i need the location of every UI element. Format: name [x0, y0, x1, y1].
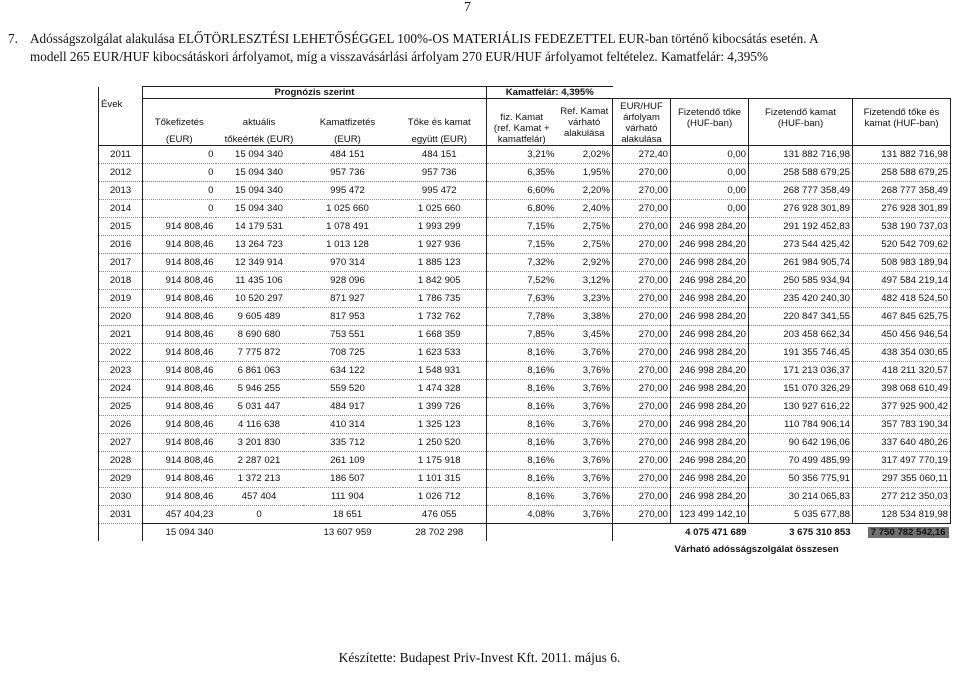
cell-total-eur: 957 736 — [393, 164, 487, 182]
cell-ref-rate: 2,20% — [557, 182, 613, 200]
cell-ref-rate: 3,76% — [557, 398, 613, 416]
cell-paid-rate: 7,15% — [487, 218, 557, 236]
cell-paid-rate: 3,21% — [487, 146, 557, 164]
cell-fx-rate: 270,00 — [613, 434, 671, 452]
cell-principal-huf: 246 998 284,20 — [671, 236, 749, 254]
cell-interest-huf: 131 882 716,98 — [749, 146, 853, 164]
cell-principal-huf: 246 998 284,20 — [671, 488, 749, 506]
cell-interest-huf: 291 192 452,83 — [749, 218, 853, 236]
cell-total-huf: 497 584 219,14 — [853, 272, 951, 290]
cell-ref-rate: 3,38% — [557, 308, 613, 326]
total-interest-huf: 3 675 310 853 — [749, 524, 853, 542]
paid-rate-header: fiz. Kamat (ref. Kamat + kamatfelár) — [487, 99, 557, 146]
cell-total-eur: 1 399 726 — [393, 398, 487, 416]
cell-interest: 928 096 — [303, 272, 393, 290]
cell-interest: 634 122 — [303, 362, 393, 380]
cell-interest-huf: 203 458 662,34 — [749, 326, 853, 344]
cell-interest-huf: 191 355 746,45 — [749, 344, 853, 362]
cell-principal-huf: 246 998 284,20 — [671, 218, 749, 236]
cell-total-huf: 128 534 819,98 — [853, 506, 951, 524]
cell-total-eur: 1 325 123 — [393, 416, 487, 434]
cell-interest-huf: 261 984 905,74 — [749, 254, 853, 272]
table-row — [99, 272, 951, 290]
cell-interest: 753 551 — [303, 326, 393, 344]
cell-principal-huf: 0,00 — [671, 146, 749, 164]
cell-ref-rate: 3,76% — [557, 416, 613, 434]
cell-principal: 914 808,46 — [143, 236, 216, 254]
cell-total-huf: 268 777 358,49 — [853, 182, 951, 200]
total-interest: 13 607 959 — [303, 524, 393, 542]
cell-principal-huf: 0,00 — [671, 200, 749, 218]
empty-cell — [613, 524, 671, 542]
cell-paid-rate: 7,85% — [487, 326, 557, 344]
table-row — [99, 236, 951, 254]
row-year: 2014 — [99, 200, 143, 218]
cell-interest-huf: 276 928 301,89 — [749, 200, 853, 218]
cell-current-principal: 5 031 447 — [216, 398, 303, 416]
spread-value: 4,395% — [561, 87, 594, 98]
cell-fx-rate: 270,00 — [613, 200, 671, 218]
cell-paid-rate: 8,16% — [487, 434, 557, 452]
row-year: 2019 — [99, 290, 143, 308]
table-row — [99, 164, 951, 182]
cell-principal-huf: 246 998 284,20 — [671, 344, 749, 362]
cell-ref-rate: 3,76% — [557, 344, 613, 362]
cell-interest: 995 472 — [303, 182, 393, 200]
cell-interest-huf: 5 035 677,88 — [749, 506, 853, 524]
row-year: 2011 — [99, 146, 143, 164]
spread-label: Kamatfelár: — [505, 87, 559, 98]
table-row — [99, 380, 951, 398]
total-principal: 15 094 340 — [143, 524, 216, 542]
cell-paid-rate: 7,32% — [487, 254, 557, 272]
cell-current-principal: 1 372 213 — [216, 470, 303, 488]
cell-principal: 0 — [143, 200, 216, 218]
cell-total-eur: 1 885 123 — [393, 254, 487, 272]
cell-current-principal: 457 404 — [216, 488, 303, 506]
table-row — [99, 200, 951, 218]
cell-total-huf: 398 068 610,49 — [853, 380, 951, 398]
cell-current-principal: 15 094 340 — [216, 200, 303, 218]
cell-principal: 914 808,46 — [143, 380, 216, 398]
cell-paid-rate: 8,16% — [487, 344, 557, 362]
cell-principal-huf: 246 998 284,20 — [671, 470, 749, 488]
row-year: 2015 — [99, 218, 143, 236]
cell-interest-huf: 130 927 616,22 — [749, 398, 853, 416]
intro-line-2: modell 265 EUR/HUF kibocsátáskori árfolyamot, míg a visszavásárlási árfolyam 270 EUR/HUF árfolyamot feltételez. Kamatfelár: 4,395% — [30, 49, 768, 64]
cell-interest: 817 953 — [303, 308, 393, 326]
cell-total-huf: 450 456 946,54 — [853, 326, 951, 344]
cell-ref-rate: 1,95% — [557, 164, 613, 182]
table-row — [99, 416, 951, 434]
cell-fx-rate: 270,00 — [613, 506, 671, 524]
cell-total-huf: 277 212 350,03 — [853, 488, 951, 506]
cell-current-principal: 5 946 255 — [216, 380, 303, 398]
cell-total-huf: 317 497 770,19 — [853, 452, 951, 470]
years-header: Évek — [99, 99, 143, 146]
cell-interest: 1 025 660 — [303, 200, 393, 218]
cell-principal: 914 808,46 — [143, 326, 216, 344]
cell-paid-rate: 6,35% — [487, 164, 557, 182]
cell-total-huf: 418 211 320,57 — [853, 362, 951, 380]
cell-interest-huf: 30 214 065,83 — [749, 488, 853, 506]
cell-interest-huf: 235 420 240,30 — [749, 290, 853, 308]
cell-ref-rate: 3,12% — [557, 272, 613, 290]
cell-principal-huf: 246 998 284,20 — [671, 326, 749, 344]
cell-principal-huf: 246 998 284,20 — [671, 416, 749, 434]
cell-ref-rate: 2,75% — [557, 236, 613, 254]
cell-current-principal: 3 201 830 — [216, 434, 303, 452]
empty-cell — [557, 524, 613, 542]
cell-total-eur: 1 250 520 — [393, 434, 487, 452]
cell-paid-rate: 6,60% — [487, 182, 557, 200]
cell-principal: 914 808,46 — [143, 272, 216, 290]
current-principal-header: aktuális tőkeérték (EUR) — [216, 99, 303, 146]
cell-principal-huf: 246 998 284,20 — [671, 362, 749, 380]
cell-total-eur: 1 101 315 — [393, 470, 487, 488]
cell-fx-rate: 270,00 — [613, 380, 671, 398]
cell-current-principal: 8 690 680 — [216, 326, 303, 344]
cell-interest: 111 904 — [303, 488, 393, 506]
row-year: 2031 — [99, 506, 143, 524]
cell-ref-rate: 3,76% — [557, 362, 613, 380]
table-row — [99, 290, 951, 308]
cell-fx-rate: 270,00 — [613, 254, 671, 272]
cell-interest-huf: 258 588 679,25 — [749, 164, 853, 182]
cell-paid-rate: 7,78% — [487, 308, 557, 326]
cell-total-huf: 357 783 190,34 — [853, 416, 951, 434]
cell-total-huf: 131 882 716,98 — [853, 146, 951, 164]
cell-current-principal: 15 094 340 — [216, 164, 303, 182]
cell-paid-rate: 8,16% — [487, 398, 557, 416]
forecast-header: Prognózis szerint — [143, 87, 487, 99]
cell-principal: 914 808,46 — [143, 344, 216, 362]
footer-credit: Készítette: Budapest Priv-Invest Kft. 2011. május 6. — [338, 650, 621, 665]
cell-total-huf: 258 588 679,25 — [853, 164, 951, 182]
cell-interest-huf: 151 070 326,29 — [749, 380, 853, 398]
row-year: 2029 — [99, 470, 143, 488]
cell-principal-huf: 123 499 142,10 — [671, 506, 749, 524]
cell-current-principal: 6 861 063 — [216, 362, 303, 380]
cell-principal-huf: 246 998 284,20 — [671, 254, 749, 272]
cell-ref-rate: 3,45% — [557, 326, 613, 344]
cell-fx-rate: 270,00 — [613, 470, 671, 488]
table-row — [99, 398, 951, 416]
cell-fx-rate: 270,00 — [613, 236, 671, 254]
totals-row — [99, 524, 951, 542]
cell-fx-rate: 270,00 — [613, 362, 671, 380]
cell-current-principal: 4 116 638 — [216, 416, 303, 434]
cell-interest-huf: 273 544 425,42 — [749, 236, 853, 254]
total-eur-header: Tőke és kamat együtt (EUR) — [393, 99, 487, 146]
cell-interest: 871 927 — [303, 290, 393, 308]
cell-ref-rate: 2,40% — [557, 200, 613, 218]
empty-cell — [99, 524, 143, 542]
total-huf-header: Fizetendő tőke és kamat (HUF-ban) — [853, 99, 951, 146]
table-row — [99, 146, 951, 164]
cell-principal: 457 404,23 — [143, 506, 216, 524]
empty-cell — [216, 541, 303, 558]
cell-interest: 1 013 128 — [303, 236, 393, 254]
cell-total-eur: 1 175 918 — [393, 452, 487, 470]
cell-principal-huf: 0,00 — [671, 182, 749, 200]
row-year: 2017 — [99, 254, 143, 272]
cell-interest: 18 651 — [303, 506, 393, 524]
cell-principal: 914 808,46 — [143, 308, 216, 326]
cell-paid-rate: 8,16% — [487, 416, 557, 434]
cell-interest: 1 078 491 — [303, 218, 393, 236]
cell-paid-rate: 7,15% — [487, 236, 557, 254]
cell-interest-huf: 50 356 775,91 — [749, 470, 853, 488]
cell-paid-rate: 6,80% — [487, 200, 557, 218]
empty-cell — [303, 541, 393, 558]
cell-fx-rate: 270,00 — [613, 416, 671, 434]
total-huf — [853, 524, 951, 542]
table-row — [99, 326, 951, 344]
cell-current-principal: 7 775 872 — [216, 344, 303, 362]
cell-interest: 410 314 — [303, 416, 393, 434]
principal-huf-header: Fizetendő tőke (HUF-ban) — [671, 99, 749, 146]
row-year: 2018 — [99, 272, 143, 290]
cell-total-eur: 1 025 660 — [393, 200, 487, 218]
cell-total-eur: 1 993 299 — [393, 218, 487, 236]
cell-principal: 914 808,46 — [143, 254, 216, 272]
cell-total-huf: 438 354 030,65 — [853, 344, 951, 362]
cell-total-huf: 508 983 189,94 — [853, 254, 951, 272]
cell-interest-huf: 250 585 934,94 — [749, 272, 853, 290]
cell-principal: 914 808,46 — [143, 470, 216, 488]
row-year: 2023 — [99, 362, 143, 380]
cell-ref-rate: 3,76% — [557, 470, 613, 488]
cell-fx-rate: 270,00 — [613, 272, 671, 290]
table-row — [99, 452, 951, 470]
table-row — [99, 308, 951, 326]
cell-ref-rate: 3,76% — [557, 380, 613, 398]
cell-interest-huf: 110 784 906,14 — [749, 416, 853, 434]
cell-principal: 0 — [143, 182, 216, 200]
cell-interest: 484 151 — [303, 146, 393, 164]
table-row — [99, 218, 951, 236]
cell-current-principal: 10 520 297 — [216, 290, 303, 308]
principal-header: Tőkefizetés (EUR) — [143, 99, 216, 146]
cell-paid-rate: 4,08% — [487, 506, 557, 524]
cell-fx-rate: 270,00 — [613, 308, 671, 326]
cell-fx-rate: 270,00 — [613, 182, 671, 200]
cell-interest: 559 520 — [303, 380, 393, 398]
cell-paid-rate: 7,52% — [487, 272, 557, 290]
row-year: 2025 — [99, 398, 143, 416]
cell-principal: 0 — [143, 146, 216, 164]
total-huf-highlight: 7 750 782 542,16 — [868, 527, 949, 538]
cell-total-eur: 476 055 — [393, 506, 487, 524]
section-number: 7. — [8, 31, 18, 46]
cell-ref-rate: 2,92% — [557, 254, 613, 272]
cell-ref-rate: 3,76% — [557, 488, 613, 506]
cell-total-huf: 276 928 301,89 — [853, 200, 951, 218]
cell-total-eur: 484 151 — [393, 146, 487, 164]
cell-ref-rate: 3,76% — [557, 434, 613, 452]
cell-interest-huf: 220 847 341,55 — [749, 308, 853, 326]
cell-interest: 484 917 — [303, 398, 393, 416]
empty-cell — [143, 541, 216, 558]
cell-current-principal: 14 179 531 — [216, 218, 303, 236]
table-row — [99, 434, 951, 452]
row-year: 2022 — [99, 344, 143, 362]
cell-interest: 970 314 — [303, 254, 393, 272]
cell-ref-rate: 2,75% — [557, 218, 613, 236]
cell-current-principal: 15 094 340 — [216, 146, 303, 164]
cell-current-principal: 15 094 340 — [216, 182, 303, 200]
cell-total-eur: 1 786 735 — [393, 290, 487, 308]
cell-interest: 261 109 — [303, 452, 393, 470]
cell-ref-rate: 3,76% — [557, 506, 613, 524]
cell-paid-rate: 8,16% — [487, 362, 557, 380]
totals-label-row — [99, 541, 951, 558]
cell-total-eur: 1 548 931 — [393, 362, 487, 380]
row-year: 2012 — [99, 164, 143, 182]
cell-total-huf: 297 355 060,11 — [853, 470, 951, 488]
table-row — [99, 506, 951, 524]
cell-principal: 914 808,46 — [143, 488, 216, 506]
table-row — [99, 182, 951, 200]
cell-total-huf: 482 418 524,50 — [853, 290, 951, 308]
empty-cell — [99, 541, 143, 558]
cell-fx-rate: 270,00 — [613, 326, 671, 344]
spread-header — [487, 87, 613, 99]
cell-fx-rate: 270,00 — [613, 290, 671, 308]
cell-paid-rate: 8,16% — [487, 380, 557, 398]
cell-principal: 914 808,46 — [143, 362, 216, 380]
cell-principal: 914 808,46 — [143, 416, 216, 434]
interest-huf-header: Fizetendő kamat (HUF-ban) — [749, 99, 853, 146]
cell-paid-rate: 7,63% — [487, 290, 557, 308]
table-row — [99, 470, 951, 488]
empty-cell — [613, 541, 671, 558]
total-eur: 28 702 298 — [393, 524, 487, 542]
cell-fx-rate: 270,00 — [613, 398, 671, 416]
row-year: 2028 — [99, 452, 143, 470]
cell-principal-huf: 246 998 284,20 — [671, 434, 749, 452]
cell-total-huf: 467 845 625,75 — [853, 308, 951, 326]
row-year: 2020 — [99, 308, 143, 326]
cell-ref-rate: 3,76% — [557, 452, 613, 470]
totals-label: Várható adósságszolgálat összesen — [674, 544, 839, 555]
debt-service-table — [98, 86, 951, 558]
cell-principal-huf: 246 998 284,20 — [671, 290, 749, 308]
cell-paid-rate: 8,16% — [487, 470, 557, 488]
cell-principal-huf: 0,00 — [671, 164, 749, 182]
cell-principal: 914 808,46 — [143, 398, 216, 416]
empty-cell — [487, 541, 557, 558]
cell-total-eur: 1 842 905 — [393, 272, 487, 290]
cell-paid-rate: 8,16% — [487, 488, 557, 506]
cell-ref-rate: 3,23% — [557, 290, 613, 308]
cell-total-eur: 1 474 328 — [393, 380, 487, 398]
cell-total-huf: 520 542 709,62 — [853, 236, 951, 254]
cell-principal-huf: 246 998 284,20 — [671, 272, 749, 290]
empty-cell — [487, 524, 557, 542]
empty-cell — [216, 524, 303, 542]
cell-principal-huf: 246 998 284,20 — [671, 380, 749, 398]
cell-total-eur: 1 623 533 — [393, 344, 487, 362]
cell-fx-rate: 270,00 — [613, 452, 671, 470]
cell-total-huf: 538 190 737,03 — [853, 218, 951, 236]
cell-total-eur: 995 472 — [393, 182, 487, 200]
page-number: 7 — [464, 0, 471, 15]
table-row — [99, 488, 951, 506]
cell-interest: 957 736 — [303, 164, 393, 182]
cell-fx-rate: 270,00 — [613, 344, 671, 362]
cell-principal: 914 808,46 — [143, 452, 216, 470]
cell-current-principal: 2 287 021 — [216, 452, 303, 470]
interest-header: Kamatfizetés (EUR) — [303, 99, 393, 146]
row-year: 2027 — [99, 434, 143, 452]
cell-interest: 708 725 — [303, 344, 393, 362]
cell-current-principal: 12 349 914 — [216, 254, 303, 272]
cell-interest-huf: 70 499 485,99 — [749, 452, 853, 470]
fx-rate-header: EUR/HUF árfolyam várható alakulása — [613, 99, 671, 146]
row-year: 2024 — [99, 380, 143, 398]
cell-interest: 335 712 — [303, 434, 393, 452]
cell-total-eur: 1 927 936 — [393, 236, 487, 254]
cell-principal-huf: 246 998 284,20 — [671, 398, 749, 416]
cell-fx-rate: 270,00 — [613, 218, 671, 236]
cell-fx-rate: 270,00 — [613, 488, 671, 506]
cell-total-huf: 337 640 480,26 — [853, 434, 951, 452]
cell-total-eur: 1 026 712 — [393, 488, 487, 506]
cell-current-principal: 13 264 723 — [216, 236, 303, 254]
intro-line-1: Adósságszolgálat alakulása ELŐTÖRLESZTÉSI LEHETŐSÉGGEL 100%-OS MATERIÁLIS FEDEZETTEL EUR-ban történő kibocsátás esetén. A — [30, 31, 819, 46]
intro-paragraph — [8, 30, 953, 66]
cell-ref-rate: 2,02% — [557, 146, 613, 164]
cell-principal: 0 — [143, 164, 216, 182]
cell-principal-huf: 246 998 284,20 — [671, 308, 749, 326]
cell-principal: 914 808,46 — [143, 434, 216, 452]
empty-cell — [393, 541, 487, 558]
cell-interest-huf: 171 213 036,37 — [749, 362, 853, 380]
cell-current-principal: 0 — [216, 506, 303, 524]
total-principal-huf: 4 075 471 689 — [671, 524, 749, 542]
cell-principal: 914 808,46 — [143, 290, 216, 308]
row-year: 2013 — [99, 182, 143, 200]
row-year: 2016 — [99, 236, 143, 254]
cell-fx-rate: 270,00 — [613, 164, 671, 182]
cell-total-eur: 1 732 762 — [393, 308, 487, 326]
cell-interest: 186 507 — [303, 470, 393, 488]
cell-interest-huf: 90 642 196,06 — [749, 434, 853, 452]
cell-principal: 914 808,46 — [143, 218, 216, 236]
table-row — [99, 344, 951, 362]
row-year: 2021 — [99, 326, 143, 344]
ref-rate-header: Ref. Kamat várható alakulása — [557, 99, 613, 146]
row-year: 2030 — [99, 488, 143, 506]
cell-total-huf: 377 925 900,42 — [853, 398, 951, 416]
row-year: 2026 — [99, 416, 143, 434]
cell-fx-rate: 272,40 — [613, 146, 671, 164]
cell-total-eur: 1 668 359 — [393, 326, 487, 344]
cell-current-principal: 9 605 489 — [216, 308, 303, 326]
table-row — [99, 362, 951, 380]
empty-cell — [557, 541, 613, 558]
table-row — [99, 254, 951, 272]
cell-interest-huf: 268 777 358,49 — [749, 182, 853, 200]
cell-principal-huf: 246 998 284,20 — [671, 452, 749, 470]
cell-current-principal: 11 435 106 — [216, 272, 303, 290]
cell-paid-rate: 8,16% — [487, 452, 557, 470]
